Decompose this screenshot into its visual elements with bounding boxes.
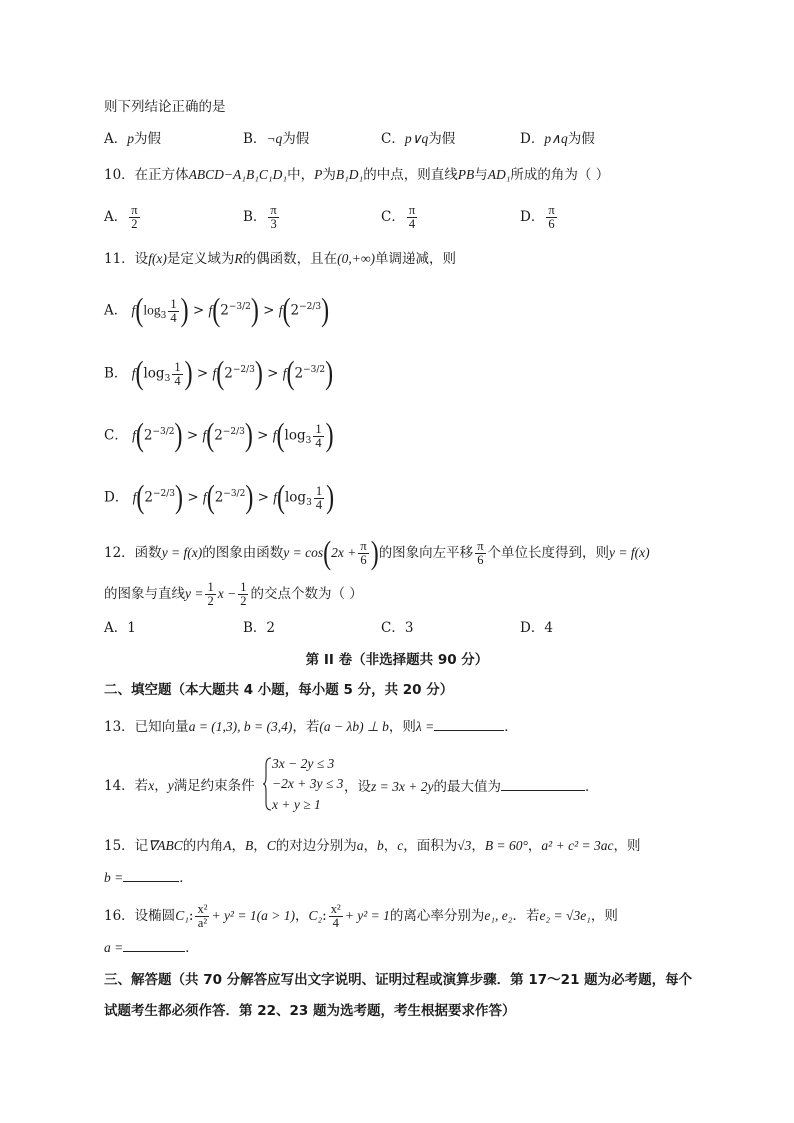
- paren: (: [135, 356, 144, 392]
- f: f: [212, 365, 217, 381]
- paren: (: [206, 480, 215, 516]
- fraction: [313, 423, 323, 450]
- text: ，则: [613, 838, 641, 854]
- text: 的图象由函数: [202, 545, 284, 561]
- side-b: b: [376, 838, 384, 853]
- paren: ): [180, 293, 189, 329]
- denominator: 4: [174, 373, 181, 388]
- log: log: [284, 489, 307, 506]
- f: f: [278, 302, 283, 318]
- numerator: π: [477, 539, 484, 553]
- point-p: P: [314, 167, 323, 182]
- q9-option-c[interactable]: [381, 129, 455, 149]
- option-label: A．: [104, 209, 128, 225]
- q10-option-a[interactable]: [104, 204, 142, 231]
- paren: (: [286, 356, 295, 392]
- q10-option-c[interactable]: [381, 204, 419, 231]
- text: 的离心率分别为: [389, 908, 485, 924]
- text: ，设: [344, 779, 371, 795]
- text: 的偶函数，且在: [242, 251, 338, 267]
- line-ad: AD₁: [487, 167, 511, 182]
- text: 的对边分别为: [275, 838, 357, 854]
- constraint-3: x + y ≥ 1: [272, 797, 321, 812]
- q10-stem: [104, 165, 609, 185]
- paren: ): [325, 418, 334, 454]
- angle-a: A: [223, 838, 232, 853]
- paren: ): [321, 293, 330, 329]
- q11-option-b[interactable]: [104, 356, 334, 392]
- option-label: C．: [381, 131, 405, 147]
- q9-stem-tail: 则下列结论正确的是: [104, 99, 226, 115]
- answer-blank[interactable]: [434, 716, 504, 731]
- text: 是定义域为: [166, 251, 235, 267]
- segment-bd: B₁D₁: [335, 167, 364, 182]
- line-pb: PB: [457, 167, 475, 182]
- q11-option-c[interactable]: [104, 418, 334, 454]
- numerator: x²: [197, 902, 208, 916]
- gt: >: [263, 302, 275, 319]
- fraction: [329, 903, 343, 930]
- option-text: 为假: [567, 131, 595, 147]
- base: 2: [214, 427, 223, 444]
- base: 2: [220, 302, 229, 319]
- numerator: 1: [170, 296, 177, 311]
- text: ．: [179, 870, 193, 886]
- q15-line1: 15．记∇ABC的内角A，B，C的对边分别为a，b，c，面积为√3，B = 60°，a² + c² = 3ac，则: [104, 838, 641, 854]
- expr: y = f(x): [609, 545, 650, 560]
- text: ．若: [512, 908, 540, 924]
- b-eq: b =: [104, 870, 124, 885]
- text: 的内角: [182, 838, 224, 854]
- text: 14．若: [104, 778, 149, 794]
- option-expr: p: [127, 131, 134, 146]
- option-label: B．: [243, 209, 267, 225]
- equation: + y² = 1: [344, 908, 390, 923]
- option-expr: p∧q: [544, 131, 568, 146]
- numerator: π: [270, 203, 277, 217]
- expr: x −: [217, 586, 237, 601]
- paren: (: [206, 418, 215, 454]
- ellipse-c2: C₂: [308, 908, 323, 923]
- q11-option-a[interactable]: [104, 293, 330, 329]
- ellipse-c1: C₁: [175, 908, 189, 923]
- denominator: 4: [315, 497, 323, 512]
- text: ，: [154, 778, 168, 794]
- paren: ): [244, 418, 253, 454]
- fraction: [546, 204, 556, 231]
- f: f: [202, 427, 207, 443]
- fraction: [407, 204, 417, 231]
- f: f: [132, 489, 137, 505]
- objective: z = 3x + 2y: [371, 779, 434, 794]
- paren: ): [326, 480, 335, 516]
- angle-b: B: [244, 838, 254, 853]
- paren: (: [276, 418, 285, 454]
- text: 13．已知向量: [104, 719, 189, 735]
- constraint-2: −2x + 3y ≤ 3: [272, 776, 344, 791]
- angle-c: C: [266, 838, 276, 853]
- base: 2: [143, 427, 153, 444]
- gt: >: [196, 365, 209, 382]
- fraction: [172, 361, 182, 388]
- q16-line2: [104, 937, 199, 958]
- paren: (: [135, 293, 144, 329]
- q14-stem-b: [344, 776, 598, 797]
- q12-option-a[interactable]: A．1: [104, 620, 136, 636]
- paren: (: [323, 535, 332, 572]
- section2-heading: 二、填空题（本大题共 4 小题，每小题 5 分，共 20 分）: [104, 682, 454, 698]
- text: 的图象向左平移: [378, 545, 474, 561]
- exponent: −2/3: [232, 365, 255, 375]
- paren: ): [250, 293, 259, 329]
- text: 10．在正方体: [104, 167, 189, 183]
- option-label: A．: [104, 131, 128, 147]
- numerator: π: [408, 203, 416, 217]
- paren: ): [325, 356, 334, 392]
- paren: ): [245, 480, 254, 516]
- text: 的中点，则直线: [363, 167, 458, 183]
- option-label: D．: [520, 209, 545, 225]
- area: √3: [457, 838, 472, 853]
- base: 2: [224, 365, 233, 382]
- f: f: [272, 427, 277, 443]
- text: 12．函数: [104, 545, 162, 561]
- log-base: 3: [164, 374, 171, 385]
- q9-option-a[interactable]: [104, 129, 161, 149]
- q11-option-d[interactable]: [104, 480, 335, 516]
- denominator: 2: [207, 594, 214, 608]
- a-eq: a =: [104, 940, 124, 955]
- text: 中，: [287, 167, 315, 183]
- base: 2: [290, 302, 300, 319]
- paren: ): [174, 418, 183, 454]
- exponent: −3/2: [223, 489, 246, 499]
- denominator: a²: [197, 916, 208, 930]
- numerator: x²: [330, 902, 341, 916]
- numerator: 1: [315, 421, 322, 436]
- option-label: B．: [243, 131, 267, 147]
- exponent: −2/3: [299, 302, 322, 312]
- fraction: [268, 204, 278, 231]
- paren: ): [184, 356, 193, 392]
- base: 2: [144, 489, 153, 506]
- r: R: [234, 251, 243, 266]
- log: log: [284, 427, 306, 444]
- var-y: y: [167, 778, 174, 793]
- exponent: −3/2: [152, 427, 175, 437]
- fraction: [238, 581, 248, 608]
- denominator: 3: [270, 217, 277, 231]
- q9-option-d[interactable]: [520, 129, 595, 149]
- gt: >: [187, 489, 199, 506]
- side-c: c: [397, 838, 404, 853]
- q15-line2: [104, 867, 193, 888]
- constraint-1: 3x − 2y ≤ 3: [272, 756, 335, 771]
- option-label: C．: [104, 427, 128, 444]
- gt: >: [186, 427, 199, 444]
- answer-blank[interactable]: [501, 776, 585, 791]
- text: 与: [474, 167, 488, 183]
- base: 2: [214, 489, 224, 506]
- text: 个单位长度得到，则: [487, 545, 609, 561]
- q11-stem: [104, 249, 456, 269]
- f: f: [131, 302, 136, 318]
- text: 的图象与直线: [104, 586, 185, 602]
- interval: (0,+∞): [337, 251, 376, 266]
- text: ，则: [388, 719, 416, 735]
- numerator: π: [360, 539, 367, 553]
- denominator: 2: [131, 217, 138, 231]
- option-label: A．: [104, 302, 128, 319]
- q10-option-b[interactable]: [243, 204, 281, 231]
- numerator: π: [131, 203, 138, 217]
- text: 11．设: [104, 251, 149, 267]
- denominator: 2: [240, 594, 247, 608]
- text: 满足约束条件: [173, 778, 255, 794]
- expr: y = cos: [283, 545, 324, 560]
- q16-line1: 16．设椭圆C₁: $\frac{\text{x²}}{\text{a²}}$ + y² = 1(a > 1)，C₂: $\frac{\text{x²}}{4}$ + y² = 1的离心率分别为e₁, e₂．若e₂ = √3e₁，则: [104, 902, 618, 930]
- q12-option-c[interactable]: C．3: [381, 620, 414, 636]
- f: f: [273, 489, 277, 505]
- fraction: [195, 903, 209, 930]
- relation: e₂ = √3e₁: [539, 908, 591, 923]
- numerator: π: [548, 203, 555, 217]
- f: f: [282, 365, 287, 381]
- equation: a² + c² = 3ac: [541, 838, 614, 853]
- equation: + y² = 1(a > 1): [211, 908, 295, 923]
- paren: (: [276, 480, 285, 516]
- brace-icon: [263, 757, 272, 811]
- expr: 2x +: [331, 545, 357, 560]
- paren: ): [254, 356, 263, 392]
- log-base: 3: [305, 436, 312, 447]
- base: 2: [294, 365, 304, 382]
- text: 为: [322, 167, 336, 183]
- option-label: D．: [520, 131, 545, 147]
- text: 的交点个数为（ ）: [250, 586, 363, 602]
- denominator: 4: [170, 310, 177, 325]
- option-expr: ¬q: [266, 131, 283, 146]
- paren: (: [212, 293, 221, 329]
- paren: (: [282, 293, 291, 329]
- q13: [104, 716, 518, 737]
- q9-option-b[interactable]: [243, 129, 309, 149]
- text: ，面积为: [403, 838, 458, 854]
- exponent: −3/2: [228, 302, 251, 312]
- fraction: [314, 485, 324, 512]
- option-label: C．: [381, 209, 405, 225]
- gt: >: [267, 365, 279, 382]
- q12-stem-line2: [104, 581, 363, 608]
- vectors: a = (1,3), b = (3,4): [188, 719, 293, 734]
- text: ．: [185, 940, 199, 956]
- answer-blank[interactable]: [123, 867, 179, 882]
- paren: (: [135, 418, 144, 454]
- exponent: −2/3: [152, 489, 176, 499]
- denominator: 4: [408, 217, 416, 231]
- fx: f(x): [148, 251, 167, 266]
- option-expr: p∨q: [404, 131, 429, 146]
- paren: (: [216, 356, 225, 392]
- expr: y =: [185, 586, 204, 601]
- text: ，若: [292, 719, 320, 735]
- fraction: [358, 540, 368, 567]
- numerator: 1: [207, 580, 214, 594]
- lambda: λ =: [415, 719, 435, 734]
- text: 的最大值为: [433, 779, 501, 795]
- angle-value: B = 60°: [484, 838, 528, 853]
- fraction: [168, 298, 178, 325]
- numerator: 1: [315, 483, 323, 498]
- f: f: [208, 302, 213, 318]
- option-text: 为假: [428, 131, 456, 147]
- q10-option-d[interactable]: [520, 204, 559, 231]
- option-label: D．: [104, 489, 129, 506]
- option-text: 为假: [282, 131, 310, 147]
- section3-heading-line2: 试题考生都必须作答．第 22、23 题为选考题，考生根据要求作答）: [104, 1003, 516, 1019]
- expr: y = f(x): [161, 545, 203, 560]
- text: ．: [584, 779, 599, 795]
- side-a: a: [356, 838, 364, 853]
- q12-option-d[interactable]: D．4: [520, 620, 553, 636]
- answer-blank[interactable]: [123, 937, 185, 952]
- log: log: [143, 365, 165, 382]
- denominator: 6: [548, 217, 555, 231]
- paren: ): [175, 480, 184, 516]
- denominator: 4: [332, 916, 339, 930]
- exponent: −2/3: [222, 427, 245, 437]
- denominator: 6: [360, 553, 367, 567]
- fraction: [129, 204, 139, 231]
- gt: >: [192, 302, 205, 319]
- eccentricities: e₁, e₂: [484, 908, 513, 923]
- option-text: 为假: [134, 131, 161, 147]
- gt: >: [257, 427, 269, 444]
- denominator: 4: [315, 435, 322, 450]
- gt: >: [257, 489, 269, 506]
- f: f: [131, 365, 136, 381]
- text: 16．设椭圆: [104, 908, 176, 924]
- exponent: −3/2: [303, 365, 326, 375]
- log: log: [143, 302, 161, 318]
- option-label: B．: [104, 365, 128, 382]
- f: f: [202, 489, 207, 505]
- triangle: ∇ABC: [148, 838, 183, 853]
- part2-title: 第 II 卷（非选择题共 90 分）: [305, 652, 489, 668]
- log-base: 3: [160, 311, 167, 322]
- text: ，则: [590, 908, 618, 924]
- fraction: [205, 581, 215, 608]
- fraction: [475, 540, 485, 567]
- q12-stem-line1: [104, 535, 650, 572]
- f: f: [132, 427, 136, 443]
- log-base: 3: [306, 498, 312, 509]
- cube-label: ABCD−A₁B₁C₁D₁: [188, 167, 288, 182]
- numerator: 1: [240, 580, 247, 594]
- q12-option-b[interactable]: B．2: [243, 620, 276, 636]
- text: 15．记: [104, 838, 149, 854]
- q14-stem-a: [104, 776, 255, 796]
- paren: ): [370, 535, 379, 572]
- text: 所成的角为（ ）: [510, 167, 610, 183]
- paren: (: [136, 480, 145, 516]
- text: 单调递减，则: [375, 251, 457, 267]
- section3-heading-line1: 三、解答题（共 70 分解答应写出文字说明、证明过程或演算步骤．第 17～21 题为必考题，每个: [104, 972, 693, 988]
- denominator: 6: [477, 553, 484, 567]
- condition: (a − λb) ⊥ b: [319, 719, 389, 734]
- var-x: x: [148, 778, 155, 793]
- text: ．: [504, 719, 518, 735]
- numerator: 1: [174, 359, 181, 374]
